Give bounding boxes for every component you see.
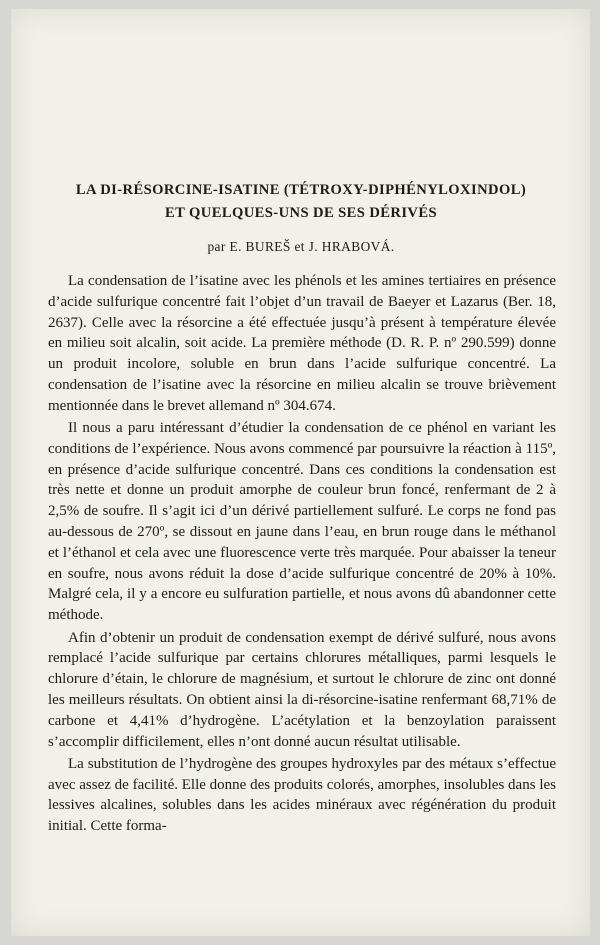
paragraph-1: La condensation de l’isatine avec les phénols et les amines tertiaires en présence d’acide sulfurique concentré fait l’objet d’un travail de Baeyer et Lazarus (Ber. 18, 2637). Celle avec la résorcine a été effectuée jusqu’à présent à température élevée en milieu soit alcalin, soit acide. La première méthode (D. R. P. nº 290.599) donne un produit incolore, soluble en brun dans l’acide sulfurique concentré. La condensation de l’isatine avec la résorcine en milieu alcalin se trouve brièvement mentionnée dans le brevet allemand nº 304.674. [48,273,556,414]
document-page [11,9,590,936]
article-body [48,271,556,837]
article-title [51,179,551,225]
article-title-line-1: LA DI-RÉSORCINE-ISATINE (TÉTROXY-DIPHÉNYLOXINDOL) [75,182,527,198]
article-authors: par E. BUREŠ et J. HRABOVÁ. [207,239,395,254]
paragraph-4: La substitution de l’hydrogène des groupes hydroxyles par des métaux s’effectue avec assez de facilité. Elle donne des produits colorés, amorphes, insolubles dans les lessives alcalines, solubles dans les acides minéraux avec régénération du produit initial. Cette forma- [48,755,556,835]
article-title-line-2: ET QUELQUES-UNS DE SES DÉRIVÉS [164,205,438,221]
paragraph-3: Afin d’obtenir un produit de condensation exempt de dérivé sulfuré, nous avons remplacé l’acide sulfurique par certains chlorures métalliques, parmi lesquels le chlorure d’étain, le chlorure de magnésium, et surtout le chlorure de zinc ont donné les meilleurs résultats. On obtient ainsi la di-résorcine-isatine renfermant 68,71% de carbone et 4,41% d’hydrogène. L’acétylation et la benzoylation paraissent s’accomplir difficilement, elles n’ont donné aucun résultat utilisable. [48,629,556,750]
paragraph-2: Il nous a paru intéressant d’étudier la condensation de ce phénol en variant les conditions de l’expérience. Nous avons commencé par poursuivre la réaction à 115º, en présence d’acide sulfurique concentré. Dans ces conditions la condensation est très nette et donne un produit amorphe de couleur brun foncé, renfermant de 2 à 2,5% de soufre. Il s’agit ici d’un dérivé partiellement sulfuré. Le corps ne fond pas au-dessous de 270º, se dissout en jaune dans l’eau, en brun rouge dans le méthanol et l’éthanol et cela avec une fluorescence verte très marquée. Pour abaisser la teneur en soufre, nous avons réduit la dose d’acide sulfurique concentré de 20% à 10%. Malgré cela, il y a encore eu sulfuration partielle, et nous avons dû abandonner cette méthode. [48,420,556,624]
